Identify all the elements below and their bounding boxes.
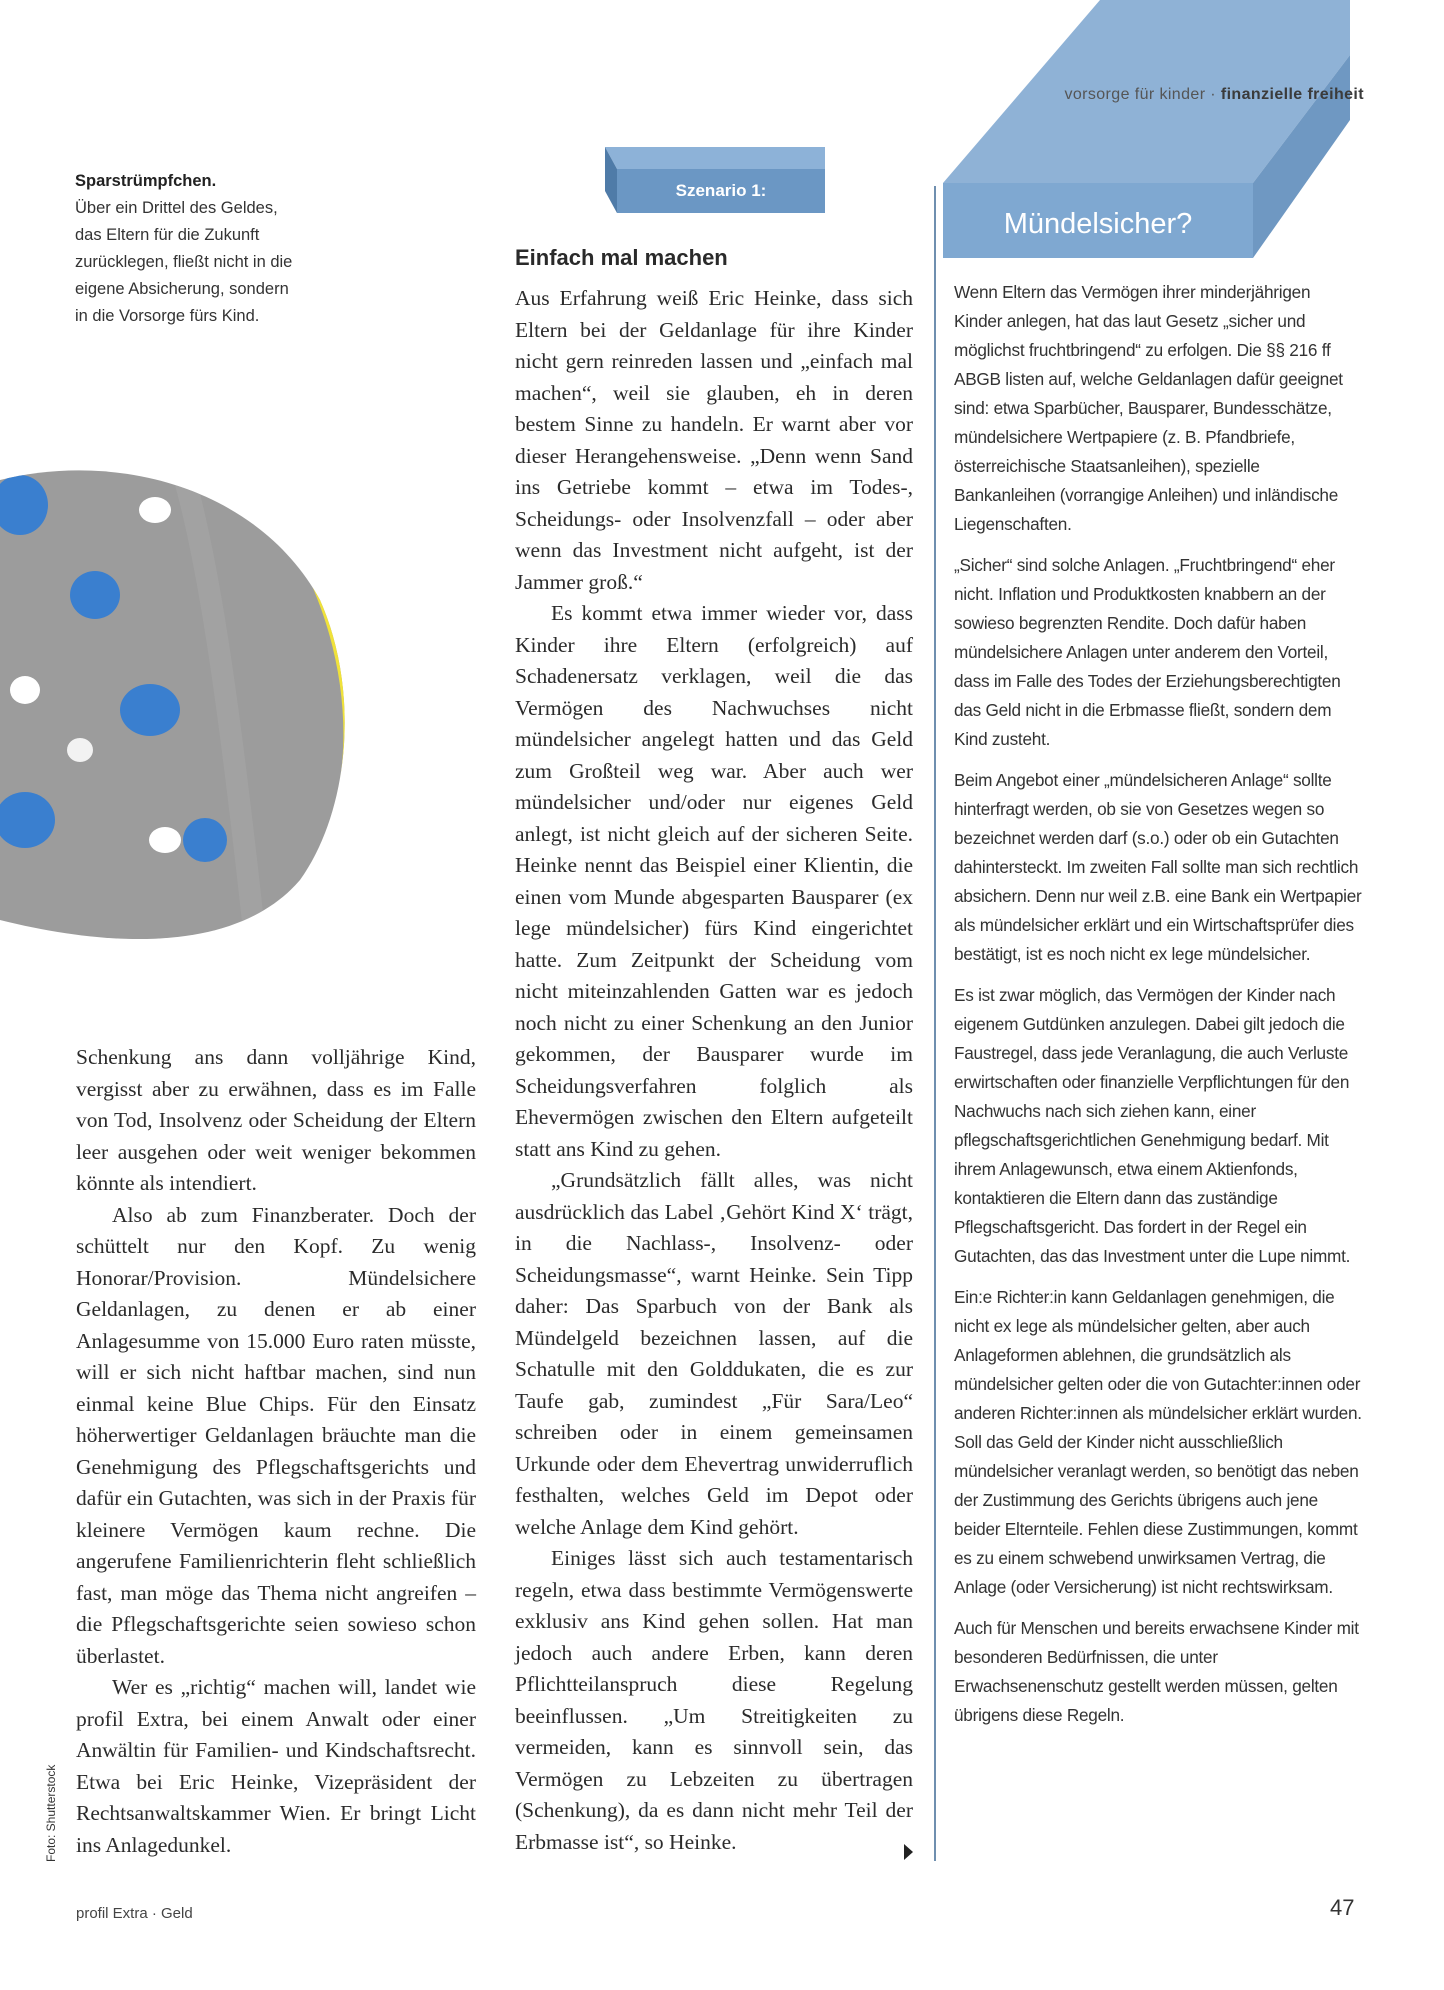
- photo-credit: Foto: Shutterstock: [44, 1764, 58, 1862]
- scenario-title: Einfach mal machen: [515, 245, 728, 270]
- header-separator: ·: [1205, 86, 1221, 103]
- sidebar-paragraph: „Sicher“ sind solche Anlagen. „Fruchtbringend“ eher nicht. Inflation und Produktkosten knabbern an der sowieso begrenzten Rendite. Doch dafür haben mündelsichere Anlagen unter anderem den Vorteil, dass im Falle des Todes der Erziehungsberechtigten das Geld nicht in die Erbmasse fließt, sondern dem Kind zusteht.: [954, 555, 1341, 749]
- footer-publication: profil Extra · Geld: [76, 1905, 193, 1922]
- header-section: vorsorge für kinder: [1064, 86, 1206, 103]
- caption-text: Über ein Drittel des Geldes, das Eltern für die Zukunft zurücklegen, fließt nicht in die eigene Absicherung, sondern in die Vorsorge fürs Kind.: [75, 199, 293, 325]
- paragraph: „Grundsätzlich fällt alles, was nicht ausdrücklich das Label ‚Gehört Kind X‘ trägt, in die Nachlass-, Insolvenz- oder Scheidungsmasse“, warnt Heinke. Sein Tipp daher: Das Sparbuch von der Bank als Mündelgeld bezeichnen lassen, auf die Schatulle mit den Golddukaten, die es zur Taufe gab, zumindest „Für Sara/Leo“ schreiben oder in einem gemeinsamen Urkunde oder dem Ehevertrag unwiderruflich festhalten, welches Geld im Depot oder welche Anlage dem Kind gehört.: [515, 1168, 913, 1539]
- sock-white-spot: [139, 497, 171, 523]
- running-header: [1064, 86, 1364, 104]
- paragraph: Also ab zum Finanzberater. Doch der schüttelt nur den Kopf. Zu wenig Honorar/Provision. Mündelsichere Geldanlagen, zu denen er ab einer Anlagesumme von 15.000 Euro raten müsste, will er sich nicht haftbar machen, sind nun einmal keine Blue Chips. Für den Einsatz höherwertiger Geldanlagen bräuchte man die Genehmigung des Pflegschaftsgerichts und dafür ein Gutachten, was sich in der Praxis für kleinere Vermögen kaum rechne. Die angerufene Familienrichterin fleht schließlich fast, man möge das Thema nicht angreifen – die Pflegschaftsgerichte seien sowieso schon überlastet.: [76, 1202, 476, 1668]
- sock-blue-spot: [120, 684, 180, 736]
- paragraph: Einiges lässt sich auch testamentarisch regeln, etwa dass bestimmte Vermögenswerte exklusiv ans Kind gehen sollen. Hat man jedoch auch andere Erben, kann deren Pflichtteilanspruch diese Regelung beeinflussen. „Um Streitigkeiten zu vermeiden, kann es sinnvoll sein, das Vermögen zu Lebzeiten zu übertragen (Schenkung), da es dann nicht mehr Teil der Erbmasse ist“, so Heinke.: [515, 1546, 913, 1854]
- sidebar-paragraph: Es ist zwar möglich, das Vermögen der Kinder nach eigenem Gutdünken anzulegen. Dabei gilt jedoch die Faustregel, dass jede Veranlagung, die auch Verluste erwirtschaften oder finanzielle Verpflichtungen für den Nachwuchs nach sich ziehen kann, einer pflegschaftsgerichtlichen Genehmigung bedarf. Mit ihrem Anlagewunsch, etwa einem Aktienfonds, kontaktieren die Eltern dann das zuständige Pflegschaftsgericht. Das fordert in der Regel ein Gutachten, das das Investment unter die Lupe nimmt.: [954, 985, 1351, 1266]
- sock-blue-spot: [183, 818, 227, 862]
- caption-title: Sparstrümpfchen.: [75, 172, 217, 190]
- sidebar-title: Mündelsicher?: [1003, 208, 1193, 240]
- page-number: 47: [1330, 1895, 1355, 1920]
- photo-caption: [75, 168, 295, 330]
- sock-white-spot: [10, 676, 40, 704]
- header-topic: finanzielle freiheit: [1220, 86, 1364, 103]
- sidebar-paragraph: Wenn Eltern das Vermögen ihrer minderjährigen Kinder anlegen, hat das laut Gesetz „sicher und möglichst fruchtbringend“ zu erfolgen. Die §§ 216 ff ABGB listen auf, welche Geldanlagen dafür geeignet sind: etwa Sparbücher, Bausparer, Bundesschätze, mündelsichere Wertpapiere (z. B. Pfandbriefe, österreichische Staatsanleihen), spezielle Bankanleihen (vorrangige Anleihen) und inländische Liegenschaften.: [954, 282, 1343, 534]
- sidebar-rule: [934, 186, 936, 1861]
- article-column-2: [515, 283, 913, 1858]
- sidebar-paragraph: Auch für Menschen und bereits erwachsene Kinder mit besonderen Bedürfnissen, die unter Erwachsenenschutz gestellt werden müssen, gelten übrigens diese Regeln.: [954, 1618, 1359, 1725]
- sidebar-paragraph: Ein:e Richter:in kann Geldanlagen genehmigen, die nicht ex lege als mündelsicher gelten, aber auch Anlageformen ablehnen, die grundsätzlich als mündelsicher gelten oder die von Gutachter:innen oder anderen Richter:innen als mündelsicher erklärt wurden. Soll das Geld der Kinder nicht ausschließlich mündelsicher veranlagt werden, so benötigt das neben der Zustimmung des Gerichts übrigens auch jene beider Elternteile. Fehlen diese Zustimmungen, kommt es zu einem schwebend unwirksamen Vertrag, die Anlage (oder Versicherung) ist nicht rechtswirksam.: [954, 1287, 1362, 1597]
- sock-blue-spot: [70, 571, 120, 619]
- sock-photo: [0, 450, 350, 970]
- article-column-1: [76, 1042, 476, 1861]
- sock-white-spot: [67, 738, 93, 762]
- sidebar-paragraph: Beim Angebot einer „mündelsicheren Anlage“ sollte hinterfragt werden, ob sie von Gesetzes wegen so bezeichnet werden darf (s.o.) oder ob ein Gutachten dahintersteckt. Im zweiten Fall sollte man sich rechtlich absichern. Denn nur weil z.B. eine Bank ein Wertpapier als mündelsicher erklärt und ein Wirtschaftsprüfer dies bestätigt, ist es noch nicht ex lege mündelsicher.: [954, 770, 1362, 964]
- sock-white-spot: [149, 827, 181, 853]
- paragraph: Schenkung ans dann volljährige Kind, vergisst aber zu erwähnen, dass es im Falle von Tod, Insolvenz oder Scheidung der Eltern leer ausgehen oder weit weniger bekommen könnte als intendiert.: [76, 1045, 476, 1195]
- continue-triangle-icon: [904, 1844, 913, 1860]
- paragraph: Aus Erfahrung weiß Eric Heinke, dass sich Eltern bei der Geldanlage für ihre Kinder nicht gern reinreden lassen und „einfach mal machen“, weil sie glauben, eh in deren bestem Sinne zu handeln. Er warnt aber vor dieser Herangehensweise. „Denn wenn Sand ins Getriebe kommt – etwa im Todes-, Scheidungs- oder Insolvenzfall – oder aber wenn das Investment nicht aufgeht, ist der Jammer groß.“: [515, 286, 913, 594]
- scenario-badge-label: Szenario 1:: [675, 181, 767, 200]
- paragraph: Es kommt etwa immer wieder vor, dass Kinder ihre Eltern (erfolgreich) auf Schadenersatz verklagen, weil die das Vermögen des Nachwuchses nicht mündelsicher angelegt hatten und das Geld zum Großteil weg war. Aber auch wer mündelsicher und/oder nur eigenes Geld anlegt, ist nicht gleich auf der sicheren Seite. Heinke nennt das Beispiel einer Klientin, die einen vom Munde abgesparten Bausparer (ex lege mündelsicher) fürs Kind eingerichtet hatte. Zum Zeitpunkt der Scheidung vom nicht miteinzahlenden Gatten war es jedoch noch nicht zu einer Schenkung an den Junior gekommen, der Bausparer wurde im Scheidungsverfahren folglich als Ehevermögen zwischen den Eltern aufgeteilt statt ans Kind zu gehen.: [515, 601, 913, 1161]
- paragraph: Wer es „richtig“ machen will, landet wie profil Extra, bei einem Anwalt oder einer Anwältin für Familien- und Kindschaftsrecht. Etwa bei Eric Heinke, Vizepräsident der Rechtsanwaltskammer Wien. Er bringt Licht ins Anlagedunkel.: [76, 1675, 476, 1857]
- sidebar-column: [954, 278, 1362, 1742]
